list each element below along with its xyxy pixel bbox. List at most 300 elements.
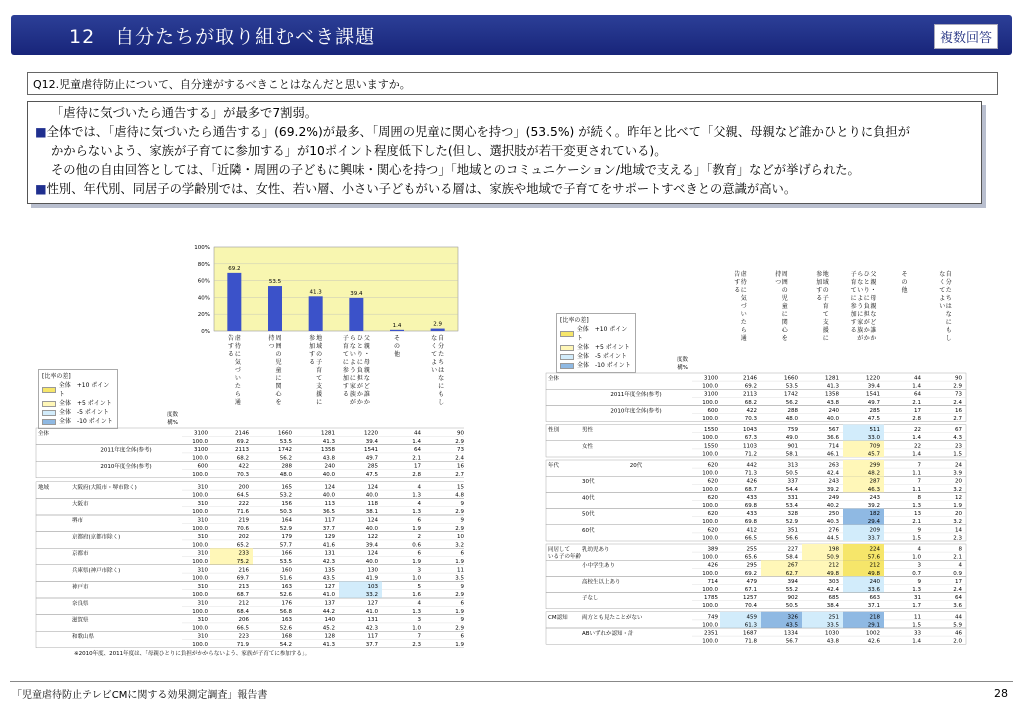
column-header-char: 心	[781, 327, 788, 334]
column-header-char: ・	[870, 287, 877, 294]
group-label: CM認知	[548, 614, 568, 621]
category-label-char: 親	[363, 343, 370, 350]
count-cell: 20	[955, 511, 962, 518]
pct-cell: 29.1	[867, 622, 880, 629]
column-header-char: 支	[822, 319, 829, 326]
pct-cell: 1.7	[912, 603, 921, 610]
count-cell: 23	[955, 443, 962, 450]
count-cell: 117	[324, 517, 335, 524]
count-cell: 267	[787, 562, 798, 569]
pct-cell: 3.6	[953, 603, 962, 610]
pct-cell: 2.9	[455, 625, 464, 632]
group-label: 全体	[38, 431, 50, 437]
base-pct: 100.0	[702, 435, 718, 442]
category-label-char: す	[309, 351, 316, 358]
count-cell: 759	[787, 427, 798, 434]
count-cell: 1660	[784, 375, 798, 382]
base-count: 3100	[704, 391, 718, 398]
count-cell: 218	[869, 614, 880, 621]
pct-cell: 40.0	[322, 492, 335, 499]
group-label: 年代	[548, 463, 560, 469]
pct-cell: 2.1	[912, 399, 921, 406]
pct-cell: 48.2	[867, 470, 880, 477]
count-cell: 15	[457, 484, 464, 491]
category-label-char: ・	[363, 351, 370, 358]
pct-cell: 38.1	[365, 509, 378, 516]
count-cell: 251	[828, 614, 839, 621]
count-cell: 6	[417, 550, 421, 557]
base-count: 620	[707, 527, 718, 534]
legend-title: [比率の差]	[42, 373, 71, 380]
category-label-char: 地	[316, 335, 323, 342]
base-count: 620	[707, 511, 718, 518]
pct-cell: 3.2	[455, 542, 464, 549]
count-cell: 8	[917, 494, 921, 501]
column-header-char: ら	[857, 271, 864, 278]
category-label-char: が	[356, 383, 363, 390]
category-label-char: 族	[349, 391, 356, 398]
pct-cell: 38.4	[826, 603, 839, 610]
pct-cell: 33.2	[365, 592, 378, 599]
base-pct: 100.0	[702, 622, 718, 629]
row-label: ABいずれか認知・計	[582, 631, 634, 637]
pct-cell: 1.3	[912, 587, 921, 593]
count-cell: 685	[828, 595, 839, 602]
category-label-char: 子	[342, 335, 349, 342]
header-pct: 構%	[167, 420, 178, 426]
column-header-char: り	[863, 287, 870, 294]
count-cell: 22	[914, 427, 921, 434]
column-header-char: に	[945, 319, 952, 326]
pct-cell: 69.7	[236, 575, 249, 582]
row-label: 20代	[629, 463, 643, 469]
column-header-char: の	[901, 279, 908, 286]
pct-cell: 43.8	[322, 455, 335, 462]
base-count: 3100	[704, 375, 718, 382]
column-header-char: て	[822, 311, 829, 318]
count-cell: 11	[914, 614, 921, 621]
column-header-char: に	[740, 287, 747, 294]
pct-cell: 46.3	[867, 486, 880, 493]
base-count: 1550	[704, 427, 718, 434]
category-label-char: ど	[363, 383, 370, 390]
count-cell: 714	[828, 443, 839, 450]
category-label-char: 負	[356, 367, 363, 374]
pct-cell: 71.8	[744, 638, 757, 645]
bar-value-label: 53.5	[268, 279, 282, 286]
pct-cell: 43.8	[826, 399, 839, 406]
category-label-char: 加	[309, 343, 316, 350]
header-base: 度数	[166, 412, 178, 418]
count-cell: 128	[324, 633, 335, 640]
count-cell: 412	[746, 527, 757, 534]
base-pct: 100.0	[192, 438, 208, 445]
count-cell: 249	[828, 494, 839, 501]
pct-cell: 1.5	[912, 622, 921, 629]
count-cell: 127	[324, 583, 335, 590]
count-cell: 295	[746, 562, 757, 569]
pct-cell: 67.1	[744, 587, 757, 593]
count-cell: 7	[917, 462, 921, 469]
column-header-char: 告	[734, 271, 741, 278]
pct-cell: 56.2	[785, 399, 798, 406]
column-header-char: 分	[945, 279, 952, 286]
pct-cell: 68.2	[744, 399, 757, 406]
column-header-char: 育	[850, 279, 857, 286]
page-header	[11, 15, 1012, 55]
pct-cell: 49.0	[785, 435, 798, 442]
base-pct: 100.0	[702, 603, 718, 610]
category-label-char: に	[234, 351, 241, 358]
column-header-char: 域	[822, 279, 829, 286]
count-cell: 31	[914, 595, 921, 602]
pct-cell: 1.3	[412, 509, 421, 516]
column-header-char: す	[850, 319, 857, 326]
category-label-char: 子	[316, 359, 323, 366]
count-cell: 6	[460, 633, 464, 640]
base-pct: 100.0	[192, 575, 208, 582]
category-label-char: る	[309, 359, 316, 366]
pct-cell: 53.5	[279, 438, 292, 445]
row-label: 乳幼児あり	[582, 547, 610, 553]
pct-cell: 65.6	[744, 554, 757, 561]
count-cell: 2	[417, 534, 421, 541]
pct-cell: 47.5	[365, 472, 378, 478]
category-label-char: う	[349, 367, 356, 374]
pct-cell: 4.3	[953, 435, 962, 442]
count-cell: 216	[238, 567, 249, 574]
count-cell: 299	[869, 462, 880, 469]
pct-cell: 49.8	[826, 570, 839, 577]
pct-cell: 2.8	[912, 416, 921, 422]
column-header-char: の	[781, 287, 788, 294]
pct-cell: 55.2	[785, 587, 798, 593]
column-header-char: 地	[822, 271, 829, 278]
column-header-char: 参	[850, 303, 857, 310]
group-label: 地域	[38, 484, 50, 491]
count-cell: 1742	[784, 391, 798, 398]
legend-item	[560, 352, 632, 361]
column-header-char: 援	[822, 327, 829, 334]
column-header-char: 子	[850, 271, 857, 278]
pct-cell: 2.3	[412, 642, 421, 648]
pct-cell: 69.2	[236, 438, 249, 445]
base-count: 310	[197, 534, 208, 541]
pct-cell: 44.2	[322, 608, 335, 615]
base-count: 310	[197, 484, 208, 491]
pct-cell: 37.1	[867, 603, 880, 610]
pct-cell: 1.4	[412, 438, 421, 445]
pct-cell: 1.9	[455, 559, 464, 565]
count-cell: 198	[828, 546, 839, 553]
count-cell: 6	[460, 550, 464, 557]
column-header-char: 気	[740, 295, 747, 302]
category-label-char: に	[342, 359, 349, 366]
category-label-char: に	[438, 383, 445, 390]
row-label: 2011年度全体(参考)	[610, 392, 662, 399]
column-header-char: 負	[863, 303, 870, 310]
category-label-char: ち	[438, 359, 445, 366]
category-label-char: 児	[275, 359, 282, 366]
column-header-char: 家	[857, 319, 864, 326]
pct-cell: 2.7	[953, 416, 962, 422]
count-cell: 276	[828, 527, 839, 534]
category-label-char: な	[349, 343, 356, 350]
base-pct: 100.0	[702, 451, 718, 458]
row-label: 男性	[582, 427, 594, 434]
count-cell: 129	[324, 534, 335, 541]
category-label-char: そ	[393, 335, 401, 342]
pct-cell: 49.7	[365, 455, 378, 462]
row-label: 堺市	[72, 518, 84, 524]
count-cell: 250	[828, 511, 839, 518]
base-count: 310	[197, 567, 208, 574]
category-label-char: 囲	[275, 343, 282, 350]
pct-cell: 50.3	[279, 509, 292, 516]
category-label-char: い	[349, 351, 356, 358]
count-cell: 9	[460, 583, 464, 590]
count-cell: 73	[955, 391, 962, 398]
pct-cell: 69.8	[744, 519, 757, 526]
base-count: 620	[707, 462, 718, 469]
count-cell: 12	[955, 494, 962, 501]
pct-cell: 1.1	[912, 486, 921, 493]
pct-cell: 53.5	[279, 559, 292, 565]
base-pct: 100.0	[702, 554, 718, 561]
column-header-char: か	[863, 335, 870, 342]
pct-cell: 33.5	[826, 622, 839, 629]
column-header-char: つ	[775, 279, 782, 286]
count-cell: 1687	[743, 630, 757, 637]
count-cell: 117	[367, 633, 378, 640]
legend-item	[560, 361, 632, 370]
base-pct: 100.0	[192, 509, 208, 516]
count-cell: 426	[746, 478, 757, 485]
pct-cell: 40.2	[826, 503, 839, 509]
pct-cell: 2.4	[455, 455, 464, 462]
count-cell: 288	[787, 407, 798, 414]
count-cell: 4	[958, 562, 962, 569]
count-cell: 219	[238, 517, 249, 524]
row-label: 京都市	[72, 551, 89, 558]
column-header-char: ど	[870, 319, 877, 326]
count-cell: 44	[414, 430, 421, 437]
column-header-char: う	[857, 303, 864, 310]
count-cell: 1103	[743, 443, 757, 450]
pct-cell: 2.3	[953, 535, 962, 542]
pct-cell: 33.0	[867, 435, 880, 442]
bar-value-label: 2.9	[433, 321, 443, 328]
count-cell: 4	[917, 546, 921, 553]
row-label: 小中学生あり	[582, 563, 616, 570]
header-pct: 構%	[677, 365, 688, 371]
base-pct: 100.0	[702, 535, 718, 542]
category-label-char: な	[431, 335, 438, 342]
count-cell: 9	[917, 578, 921, 585]
category-label-char: て	[342, 351, 349, 358]
count-cell: 233	[238, 550, 249, 557]
legend-item	[560, 343, 632, 352]
count-cell: 6	[460, 600, 464, 607]
pct-cell: 37.7	[365, 642, 378, 648]
count-cell: 73	[457, 447, 464, 454]
pct-cell: 36.5	[322, 509, 335, 516]
row-label: 40代	[582, 495, 595, 502]
column-header-char: づ	[740, 303, 747, 310]
count-cell: 287	[869, 478, 880, 485]
count-cell: 433	[746, 494, 757, 501]
pct-cell: 54.4	[785, 486, 798, 493]
count-cell: 200	[238, 484, 249, 491]
base-pct: 100.0	[192, 625, 208, 632]
category-label-char: 告	[227, 335, 234, 342]
count-cell: 64	[914, 391, 921, 398]
count-cell: 442	[746, 462, 757, 469]
pct-cell: 56.7	[785, 638, 798, 645]
count-cell: 160	[281, 567, 292, 574]
count-cell: 1660	[278, 430, 292, 437]
count-cell: 331	[787, 494, 798, 501]
pct-cell: 68.7	[744, 486, 757, 493]
column-header-char: 親	[870, 279, 877, 286]
pct-cell: 53.4	[785, 503, 798, 509]
count-cell: 422	[238, 463, 249, 470]
category-label-char: 関	[275, 383, 282, 390]
pct-cell: 75.2	[236, 559, 249, 565]
category-label-char: る	[342, 391, 349, 398]
legend-label: 全体 -5 ポイント	[59, 409, 109, 416]
base-count: 310	[197, 583, 208, 590]
count-cell: 90	[955, 375, 962, 382]
column-header-char: が	[863, 319, 870, 326]
column-header-char: ひ	[863, 271, 870, 278]
category-label-char: が	[349, 399, 356, 406]
column-header-char: の	[822, 287, 829, 294]
count-cell: 9	[460, 517, 464, 524]
column-header-char: 虐	[740, 271, 747, 278]
pct-cell: 40.0	[365, 525, 378, 532]
pct-cell: 41.0	[365, 608, 378, 615]
count-cell: 17	[914, 407, 921, 414]
column-header-char: ら	[740, 327, 747, 334]
category-label-char: 母	[363, 359, 370, 366]
base-count: 310	[197, 500, 208, 507]
pct-cell: 42.6	[867, 638, 880, 645]
base-pct: 100.0	[192, 455, 208, 462]
count-cell: 2113	[743, 391, 757, 398]
pct-cell: 51.6	[279, 575, 292, 582]
group-label: 全体	[548, 376, 560, 382]
category-label-char: 育	[342, 343, 349, 350]
legend-label: 全体 -5 ポイント	[577, 353, 627, 360]
category-label-char: 域	[316, 343, 323, 350]
base-pct: 100.0	[702, 638, 718, 645]
column-header-char: に	[822, 335, 829, 342]
pct-cell: 50.5	[785, 470, 798, 477]
column-header-char: た	[945, 287, 952, 294]
pct-cell: 68.4	[236, 608, 249, 615]
row-label: 高校生以上あり	[582, 579, 621, 586]
row-label: 女性	[582, 443, 594, 450]
column-header-char: 待	[740, 279, 747, 286]
group-label: 性別	[548, 427, 560, 434]
count-cell: 33	[914, 630, 921, 637]
count-cell: 209	[869, 527, 880, 534]
group-label-cont: いる子の年齢	[548, 554, 582, 560]
column-header-char: し	[945, 335, 952, 342]
pct-cell: 64.5	[236, 492, 249, 499]
count-cell: 1541	[866, 391, 880, 398]
pct-cell: 46.1	[826, 451, 839, 458]
pct-cell: 70.3	[744, 416, 757, 422]
count-cell: 5	[417, 583, 421, 590]
category-label-char: 父	[363, 335, 370, 342]
count-cell: 156	[281, 500, 292, 507]
column-header-char: い	[857, 287, 864, 294]
column-header-char: 参	[816, 271, 823, 278]
count-cell: 165	[281, 484, 292, 491]
category-label-char: 他	[393, 351, 401, 358]
row-label: 神戸市	[72, 584, 89, 591]
base-pct: 100.0	[702, 383, 718, 390]
pct-cell: 4.8	[455, 492, 464, 499]
count-cell: 16	[955, 407, 962, 414]
base-count: 600	[197, 463, 208, 470]
count-cell: 124	[367, 517, 378, 524]
row-label: 60代	[582, 527, 595, 534]
column-header-char: 通	[740, 335, 747, 342]
pct-cell: 56.2	[279, 455, 292, 462]
pct-cell: 44.5	[826, 535, 839, 542]
column-header-char: か	[870, 335, 877, 342]
pct-cell: 2.9	[455, 525, 464, 532]
column-header-char: に	[863, 295, 870, 302]
category-label-char: る	[227, 351, 234, 358]
pct-cell: 33.6	[867, 587, 880, 593]
count-cell: 90	[457, 430, 464, 437]
count-cell: 313	[787, 462, 798, 469]
pct-cell: 66.5	[744, 535, 757, 542]
column-header-char: か	[863, 327, 870, 334]
column-header-char: る	[850, 327, 857, 334]
count-cell: 1043	[743, 427, 757, 434]
category-label-char: く	[431, 343, 438, 350]
category-label-char: 持	[268, 335, 275, 342]
base-count: 749	[707, 614, 718, 621]
pct-cell: 70.6	[236, 525, 249, 532]
category-label-char: 気	[234, 359, 241, 366]
pct-cell: 62.7	[785, 570, 798, 577]
count-cell: 44	[914, 375, 921, 382]
pct-cell: 39.4	[867, 383, 880, 390]
pct-cell: 2.0	[953, 638, 962, 645]
count-cell: 663	[869, 595, 880, 602]
pct-cell: 58.4	[785, 554, 798, 561]
column-header-char: い	[740, 311, 747, 318]
count-cell: 166	[281, 550, 292, 557]
count-cell: 709	[869, 443, 880, 450]
category-label-char: の	[316, 351, 323, 358]
pct-cell: 1.4	[912, 451, 921, 458]
base-pct: 100.0	[192, 592, 208, 599]
count-cell: 20	[955, 478, 962, 485]
count-cell: 11	[457, 567, 464, 574]
category-label-char: よ	[431, 359, 438, 366]
column-header-char: 族	[857, 327, 864, 334]
count-cell: 7	[417, 633, 421, 640]
base-count: 3100	[194, 447, 208, 454]
base-pct: 100.0	[192, 642, 208, 648]
